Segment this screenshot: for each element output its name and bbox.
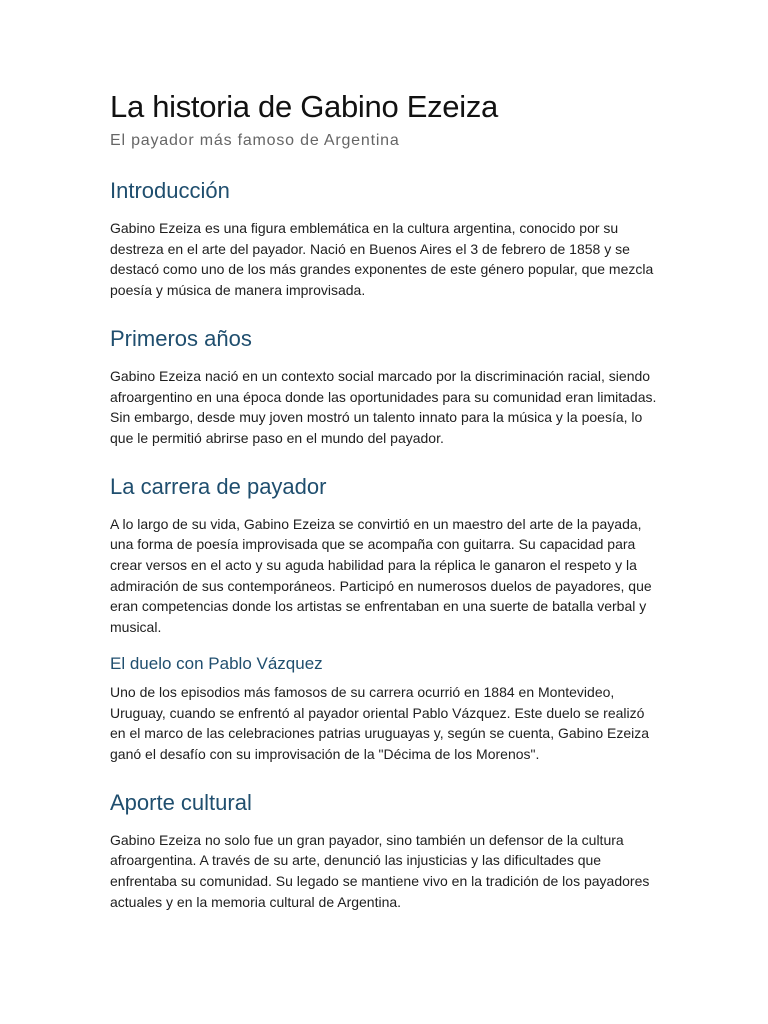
- section-heading: La carrera de payador: [110, 473, 327, 499]
- document-subtitle: El payador más famoso de Argentina: [110, 132, 400, 149]
- section-heading: Primeros años: [110, 325, 252, 351]
- document-title: La historia de Gabino Ezeiza: [110, 89, 498, 124]
- section-paragraph: Gabino Ezeiza nació en un contexto social marcado por la discriminación racial, siendo afroargentino en una época donde las oportunidades para su comunidad eran limitadas. Sin embargo, desde muy joven mostró un talento innato para la música y la poesía, lo que le permitió abrirse paso en el mundo del payador.: [110, 367, 657, 446]
- section-aporte-cultural: [110, 789, 658, 913]
- subsection-duelo-pablo-vazquez: [110, 653, 658, 765]
- section-introduccion: [110, 177, 658, 301]
- subsection-paragraph: Uno de los episodios más famosos de su carrera ocurrió en 1884 en Montevideo, Uruguay, cuando se enfrentó al payador oriental Pablo Vázquez. Este duelo se realizó en el marco de las celebraciones patrias uruguayas y, según se cuenta, Gabino Ezeiza ganó el desafío con su improvisación de la "Décima de los Morenos".: [110, 683, 650, 762]
- section-paragraph: Gabino Ezeiza no solo fue un gran payador, sino también un defensor de la cultura afroargentina. A través de su arte, denunció las injusticias y las dificultades que enfrentaba su comunidad. Su legado se mantiene vivo en la tradición de los payadores actuales y en la memoria cultural de Argentina.: [110, 831, 650, 910]
- section-primeros-anos: [110, 325, 658, 449]
- section-heading: Introducción: [110, 178, 230, 203]
- section-carrera-payador: [110, 473, 658, 765]
- section-paragraph: A lo largo de su vida, Gabino Ezeiza se convirtió en un maestro del arte de la payada, una forma de poesía improvisada que se acompaña con guitarra. Su capacidad para crear versos en el acto y su aguda habilidad para la réplica le ganaron el respeto y la admiración de sus contemporáneos. Participó en numerosos duelos de payadores, que eran competencias donde los artistas se enfrentaban en una suerte de batalla verbal y musical.: [110, 515, 652, 636]
- subsection-heading: El duelo con Pablo Vázquez: [110, 653, 323, 673]
- section-paragraph: Gabino Ezeiza es una figura emblemática en la cultura argentina, conocido por su destreza en el arte del payador. Nació en Buenos Aires el 3 de febrero de 1858 y se destacó como uno de los más grandes exponentes de este género popular, que mezcla poesía y música de manera improvisada.: [110, 220, 654, 299]
- section-heading: Aporte cultural: [110, 789, 252, 815]
